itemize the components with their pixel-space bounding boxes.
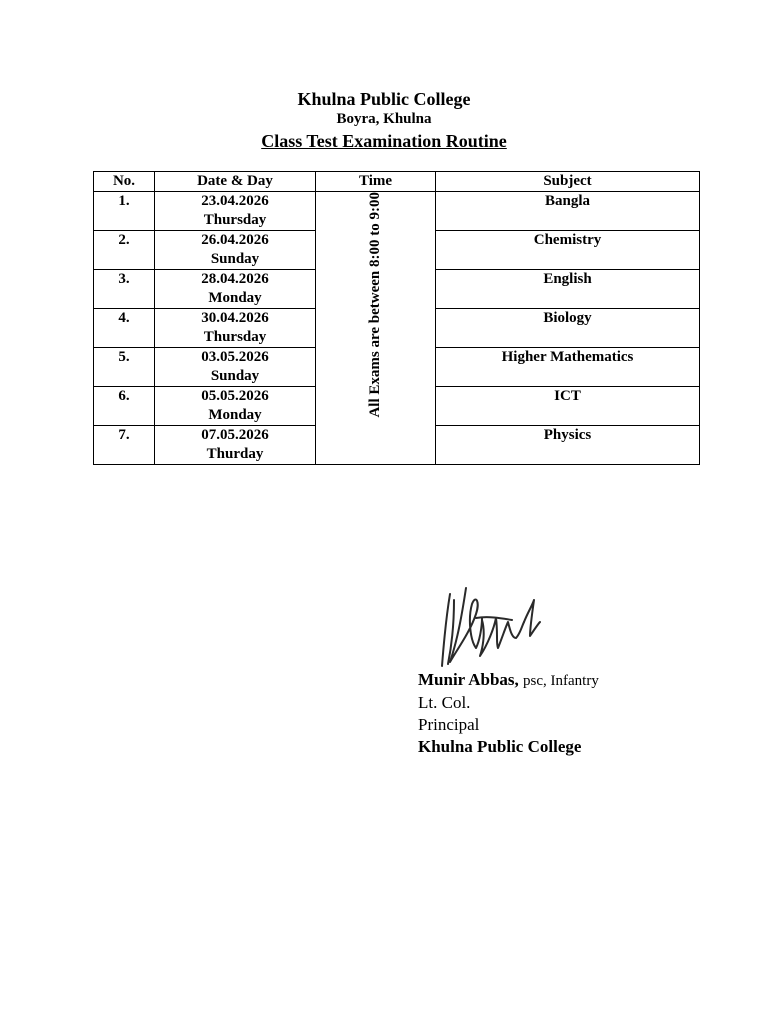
signatory-name: Munir Abbas, <box>418 670 519 689</box>
signatory-rank: Lt. Col. <box>418 693 471 712</box>
document-header <box>0 88 768 153</box>
row-date: 03.05.2026 <box>201 349 269 365</box>
row-date-day <box>155 348 316 387</box>
table-row <box>94 192 700 231</box>
column-header-subject: Subject <box>436 172 700 192</box>
row-subject: Physics <box>436 426 700 465</box>
row-date: 28.04.2026 <box>201 271 269 287</box>
table-header-row <box>94 172 700 192</box>
time-note: All Exams are between 8:00 to 9:00 <box>367 192 383 418</box>
column-header-time: Time <box>316 172 436 192</box>
row-number: 2. <box>94 231 155 270</box>
row-date-day <box>155 270 316 309</box>
signatory-name-suffix: psc, Infantry <box>523 673 599 689</box>
row-number: 7. <box>94 426 155 465</box>
college-name: Khulna Public College <box>297 89 471 109</box>
row-date-day <box>155 231 316 270</box>
row-day: Monday <box>208 290 262 306</box>
row-number: 4. <box>94 309 155 348</box>
row-date: 07.05.2026 <box>201 427 269 443</box>
row-number: 1. <box>94 192 155 231</box>
row-date: 05.05.2026 <box>201 388 269 404</box>
signatory-position: Principal <box>418 715 480 734</box>
time-cell <box>316 192 436 465</box>
row-day: Thursday <box>203 212 267 228</box>
signatory-name-line <box>418 669 599 692</box>
row-date: 26.04.2026 <box>201 232 269 248</box>
row-date-day <box>155 192 316 231</box>
document-title: Class Test Examination Routine <box>261 131 507 151</box>
signatory-organization: Khulna Public College <box>418 737 582 756</box>
principal-signature <box>436 578 546 670</box>
exam-routine-table <box>93 171 700 465</box>
column-header-date-day: Date & Day <box>155 172 316 192</box>
row-number: 5. <box>94 348 155 387</box>
college-location: Boyra, Khulna <box>336 111 432 127</box>
row-number: 3. <box>94 270 155 309</box>
column-header-no: No. <box>94 172 155 192</box>
row-day: Sunday <box>210 368 260 384</box>
row-day: Sunday <box>210 251 260 267</box>
row-subject: ICT <box>436 387 700 426</box>
row-date: 23.04.2026 <box>201 193 269 209</box>
row-day: Thurday <box>206 446 264 462</box>
row-subject: Chemistry <box>436 231 700 270</box>
row-day: Monday <box>208 407 262 423</box>
row-date-day <box>155 387 316 426</box>
row-subject: Biology <box>436 309 700 348</box>
row-date-day <box>155 309 316 348</box>
signatory-block <box>418 669 599 758</box>
row-day: Thursday <box>203 329 267 345</box>
row-date: 30.04.2026 <box>201 310 269 326</box>
row-subject: Higher Mathematics <box>436 348 700 387</box>
row-date-day <box>155 426 316 465</box>
row-subject: Bangla <box>436 192 700 231</box>
row-number: 6. <box>94 387 155 426</box>
row-subject: English <box>436 270 700 309</box>
